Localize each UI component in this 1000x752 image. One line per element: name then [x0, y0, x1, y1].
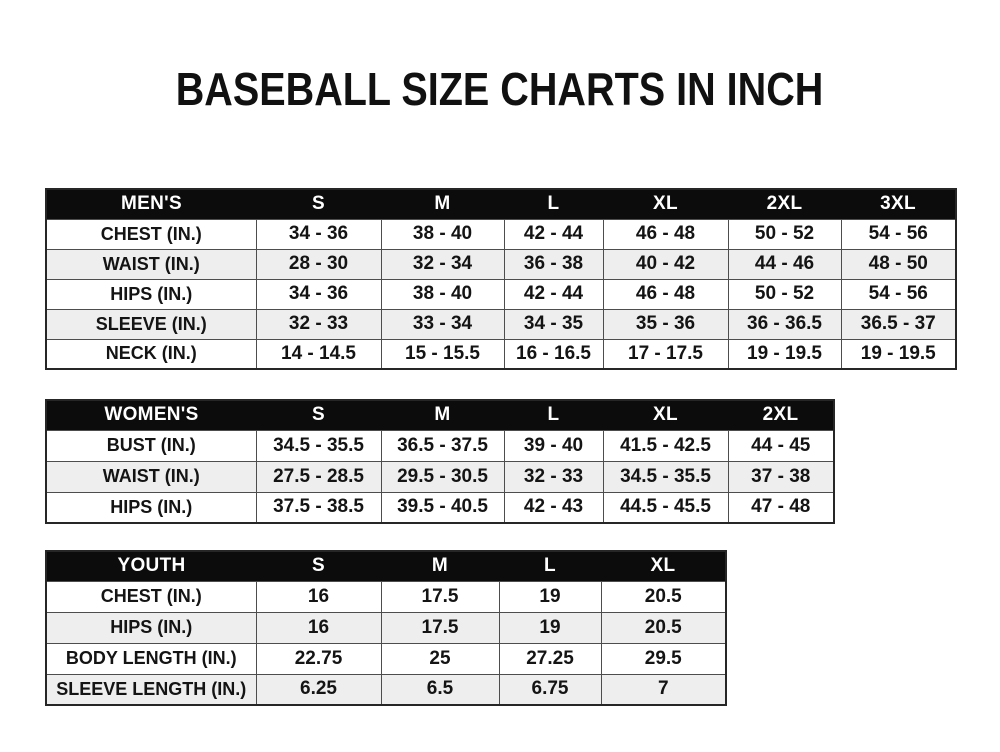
- row-label-cell: WAIST (IN.): [46, 461, 256, 492]
- value-cell: 34.5 - 35.5: [256, 430, 381, 461]
- mens-size-table-section: [45, 188, 957, 370]
- size-header-cell: XL: [601, 551, 726, 581]
- size-header-cell: M: [381, 400, 504, 430]
- value-cell: 34 - 35: [504, 309, 603, 339]
- size-header-cell: L: [504, 189, 603, 219]
- header-row: [46, 400, 834, 430]
- value-cell: 40 - 42: [603, 249, 728, 279]
- value-cell: 15 - 15.5: [381, 339, 504, 369]
- value-cell: 27.25: [499, 643, 601, 674]
- value-cell: 6.75: [499, 674, 601, 705]
- value-cell: 19 - 19.5: [728, 339, 841, 369]
- value-cell: 36 - 36.5: [728, 309, 841, 339]
- table-title-cell: MEN'S: [46, 189, 256, 219]
- value-cell: 32 - 33: [256, 309, 381, 339]
- value-cell: 44.5 - 45.5: [603, 492, 728, 523]
- size-header-cell: 3XL: [841, 189, 956, 219]
- value-cell: 19: [499, 612, 601, 643]
- row-label-cell: BUST (IN.): [46, 430, 256, 461]
- value-cell: 44 - 46: [728, 249, 841, 279]
- value-cell: 16: [256, 581, 381, 612]
- value-cell: 54 - 56: [841, 279, 956, 309]
- row-label-cell: BODY LENGTH (IN.): [46, 643, 256, 674]
- size-header-cell: S: [256, 189, 381, 219]
- row-label-cell: HIPS (IN.): [46, 612, 256, 643]
- value-cell: 29.5 - 30.5: [381, 461, 504, 492]
- value-cell: 33 - 34: [381, 309, 504, 339]
- value-cell: 50 - 52: [728, 279, 841, 309]
- header-row: [46, 551, 726, 581]
- value-cell: 19 - 19.5: [841, 339, 956, 369]
- value-cell: 32 - 33: [504, 461, 603, 492]
- size-header-cell: XL: [603, 189, 728, 219]
- value-cell: 34 - 36: [256, 279, 381, 309]
- size-header-cell: S: [256, 551, 381, 581]
- header-row: [46, 189, 956, 219]
- table-row: [46, 279, 956, 309]
- size-header-cell: M: [381, 551, 499, 581]
- table-row: [46, 643, 726, 674]
- youth-size-table-section: [45, 550, 727, 706]
- table-row: [46, 430, 834, 461]
- value-cell: 39 - 40: [504, 430, 603, 461]
- row-label-cell: HIPS (IN.): [46, 492, 256, 523]
- table-row: [46, 219, 956, 249]
- table-row: [46, 612, 726, 643]
- row-label-cell: CHEST (IN.): [46, 219, 256, 249]
- value-cell: 39.5 - 40.5: [381, 492, 504, 523]
- value-cell: 17 - 17.5: [603, 339, 728, 369]
- size-header-cell: XL: [603, 400, 728, 430]
- table-row: [46, 581, 726, 612]
- value-cell: 37.5 - 38.5: [256, 492, 381, 523]
- size-header-cell: S: [256, 400, 381, 430]
- table-title-cell: YOUTH: [46, 551, 256, 581]
- size-table: [45, 399, 835, 524]
- page-title: BASEBALL SIZE CHARTS IN INCH: [176, 63, 824, 115]
- value-cell: 20.5: [601, 581, 726, 612]
- value-cell: 28 - 30: [256, 249, 381, 279]
- value-cell: 6.25: [256, 674, 381, 705]
- value-cell: 36.5 - 37: [841, 309, 956, 339]
- table-row: [46, 492, 834, 523]
- value-cell: 14 - 14.5: [256, 339, 381, 369]
- value-cell: 36.5 - 37.5: [381, 430, 504, 461]
- value-cell: 46 - 48: [603, 219, 728, 249]
- value-cell: 41.5 - 42.5: [603, 430, 728, 461]
- value-cell: 20.5: [601, 612, 726, 643]
- value-cell: 25: [381, 643, 499, 674]
- table-row: [46, 339, 956, 369]
- value-cell: 42 - 44: [504, 219, 603, 249]
- value-cell: 34.5 - 35.5: [603, 461, 728, 492]
- value-cell: 38 - 40: [381, 279, 504, 309]
- value-cell: 36 - 38: [504, 249, 603, 279]
- value-cell: 22.75: [256, 643, 381, 674]
- value-cell: 44 - 45: [728, 430, 834, 461]
- table-row: [46, 674, 726, 705]
- size-header-cell: L: [499, 551, 601, 581]
- size-header-cell: 2XL: [728, 400, 834, 430]
- value-cell: 50 - 52: [728, 219, 841, 249]
- value-cell: 38 - 40: [381, 219, 504, 249]
- value-cell: 17.5: [381, 612, 499, 643]
- value-cell: 29.5: [601, 643, 726, 674]
- row-label-cell: NECK (IN.): [46, 339, 256, 369]
- table-row: [46, 249, 956, 279]
- value-cell: 37 - 38: [728, 461, 834, 492]
- row-label-cell: WAIST (IN.): [46, 249, 256, 279]
- value-cell: 17.5: [381, 581, 499, 612]
- value-cell: 27.5 - 28.5: [256, 461, 381, 492]
- value-cell: 7: [601, 674, 726, 705]
- table-row: [46, 461, 834, 492]
- value-cell: 42 - 43: [504, 492, 603, 523]
- size-table: [45, 188, 957, 370]
- size-header-cell: L: [504, 400, 603, 430]
- value-cell: 19: [499, 581, 601, 612]
- table-title-cell: WOMEN'S: [46, 400, 256, 430]
- value-cell: 32 - 34: [381, 249, 504, 279]
- row-label-cell: CHEST (IN.): [46, 581, 256, 612]
- value-cell: 35 - 36: [603, 309, 728, 339]
- value-cell: 46 - 48: [603, 279, 728, 309]
- value-cell: 6.5: [381, 674, 499, 705]
- size-header-cell: M: [381, 189, 504, 219]
- value-cell: 48 - 50: [841, 249, 956, 279]
- row-label-cell: SLEEVE (IN.): [46, 309, 256, 339]
- womens-size-table-section: [45, 399, 835, 524]
- table-row: [46, 309, 956, 339]
- size-header-cell: 2XL: [728, 189, 841, 219]
- value-cell: 34 - 36: [256, 219, 381, 249]
- size-table: [45, 550, 727, 706]
- value-cell: 16 - 16.5: [504, 339, 603, 369]
- value-cell: 16: [256, 612, 381, 643]
- page-title-wrap: [0, 64, 1000, 114]
- row-label-cell: HIPS (IN.): [46, 279, 256, 309]
- row-label-cell: SLEEVE LENGTH (IN.): [46, 674, 256, 705]
- value-cell: 47 - 48: [728, 492, 834, 523]
- value-cell: 42 - 44: [504, 279, 603, 309]
- value-cell: 54 - 56: [841, 219, 956, 249]
